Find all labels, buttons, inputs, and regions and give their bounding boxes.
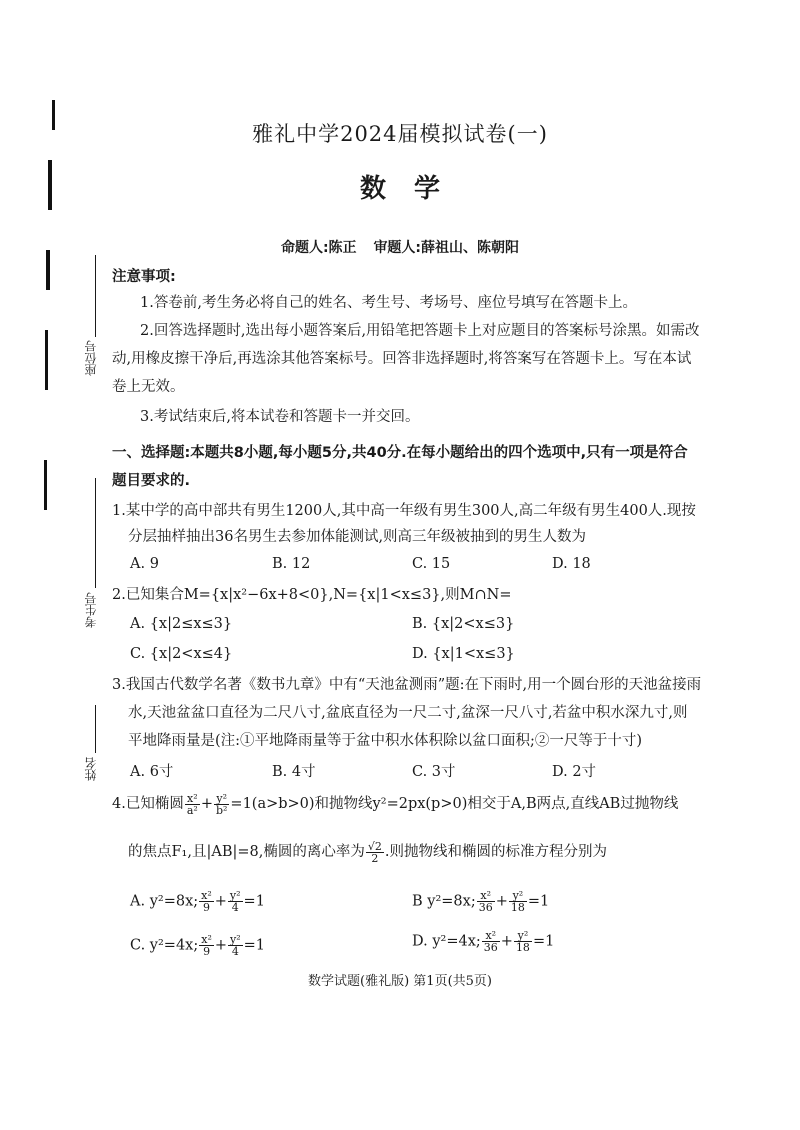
q1-option-c: C. 15: [412, 556, 451, 572]
q2-option-c: C. {x|2<x≤4}: [130, 646, 233, 662]
q3-option-b: B. 4寸: [272, 764, 316, 780]
q4-line1: 4.已知椭圆 $\frac{\text{x²}}{\text{a²}}$ + $\frac{\text{y²}}{\text{b²}}$ =1(a>b>0)和抛物线y²=2px(p>0)相交于A,B两点,直线AB过抛物线: [112, 791, 679, 817]
q1-option-a: A. 9: [130, 556, 159, 572]
q3-line3: 平地降雨量是(注:①平地降雨量等于盆中积水体积除以盆口面积;②一尺等于十寸): [128, 733, 643, 749]
scan-mark: [44, 460, 47, 510]
exam-no-line: [95, 478, 96, 588]
notice-item-3: 3.考试结束后,将本试卷和答题卡一并交回。: [140, 409, 420, 425]
seat-line: [95, 255, 96, 337]
q4-option-d: D. y²=4x; $\frac{\text{x²}}{36}$ + $\frac{\text{y²}}{18}$ =1: [412, 929, 555, 954]
q2-stem: 2.已知集合M={x|x²−6x+8<0},N={x|1<x≤3},则M∩N=: [112, 587, 512, 603]
notice-item-2c: 卷上无效。: [112, 379, 185, 395]
notice-heading: 注意事项:: [112, 269, 176, 285]
q2-option-b: B. {x|2<x≤3}: [412, 616, 515, 632]
notice-item-1: 1.答卷前,考生务必将自己的姓名、考生号、考场号、座位号填写在答题卡上。: [140, 295, 637, 311]
exam-title: 雅礼中学2024届模拟试卷(一): [252, 122, 548, 146]
q1-line2: 分层抽样抽出36名男生去参加体能测试,则高三年级被抽到的男生人数为: [128, 529, 587, 545]
name-label: 姓名: [84, 757, 98, 781]
frac-y2-b2: $\frac{\text{y²}}{\text{b²}}$: [215, 791, 228, 817]
q3-option-a: A. 6寸: [130, 764, 174, 780]
q1-line1: 1.某中学的高中部共有男生1200人,其中高一年级有男生300人,高二年级有男生400人.现按: [112, 503, 696, 519]
scan-mark: [45, 330, 48, 390]
authors-line: [0, 237, 800, 257]
frac-sqrt2-2: $\frac{√2}{2}$: [367, 839, 382, 865]
notice-item-2a: 2.回答选择题时,选出每小题答案后,用铅笔把答题卡上对应题目的答案标号涂黑。如需改: [140, 323, 700, 339]
q4-option-a: A. y²=8x; $\frac{\text{x²}}{9}$ + $\frac{\text{y²}}{4}$ =1: [130, 889, 265, 914]
q4-option-b: B y²=8x; $\frac{\text{x²}}{36}$ + $\frac{\text{y²}}{18}$ =1: [412, 889, 550, 914]
q4-line2: 的焦点F₁,且|AB|=8,椭圆的离心率为 $\frac{√2}{2}$ .则抛物线和椭圆的标准方程分别为: [128, 839, 607, 865]
reviewer: 审题人:薛祖山、陈朝阳: [373, 240, 520, 256]
name-line: [95, 705, 96, 753]
q2-option-a: A. {x|2≤x≤3}: [130, 616, 233, 632]
subject-title: 数学: [359, 174, 468, 204]
section-heading-b: 题目要求的.: [112, 473, 191, 489]
q2-option-d: D. {x|1<x≤3}: [412, 646, 515, 662]
setter: 命题人:陈正: [280, 240, 357, 256]
page-footer: 数学试题(雅礼版) 第1页(共5页): [308, 974, 492, 989]
frac-x2-a2: $\frac{\text{x²}}{\text{a²}}$: [186, 791, 198, 817]
q1-option-d: D. 18: [552, 556, 591, 572]
q3-option-c: C. 3寸: [412, 764, 456, 780]
exam-no-label: 考生号: [84, 592, 98, 628]
section-heading-a: 一、选择题:本题共8小题,每小题5分,共40分.在每小题给出的四个选项中,只有一项是符合: [112, 445, 688, 461]
q3-option-d: D. 2寸: [552, 764, 597, 780]
notice-item-2b: 动,用橡皮擦干净后,再选涂其他答案标号。回答非选择题时,将答案写在答题卡上。写在本试: [112, 351, 692, 367]
seat-label: 座位号: [84, 340, 98, 376]
q1-option-b: B. 12: [272, 556, 311, 572]
q3-line2: 水,天池盆盆口直径为二尺八寸,盆底直径为一尺二寸,盆深一尺八寸,若盆中积水深九寸,则: [128, 705, 688, 721]
q3-line1: 3.我国古代数学名著《数书九章》中有“天池盆测雨”题:在下雨时,用一个圆台形的天池盆接雨: [112, 677, 702, 693]
q4-option-c: C. y²=4x; $\frac{\text{x²}}{9}$ + $\frac{\text{y²}}{4}$ =1: [130, 933, 266, 958]
